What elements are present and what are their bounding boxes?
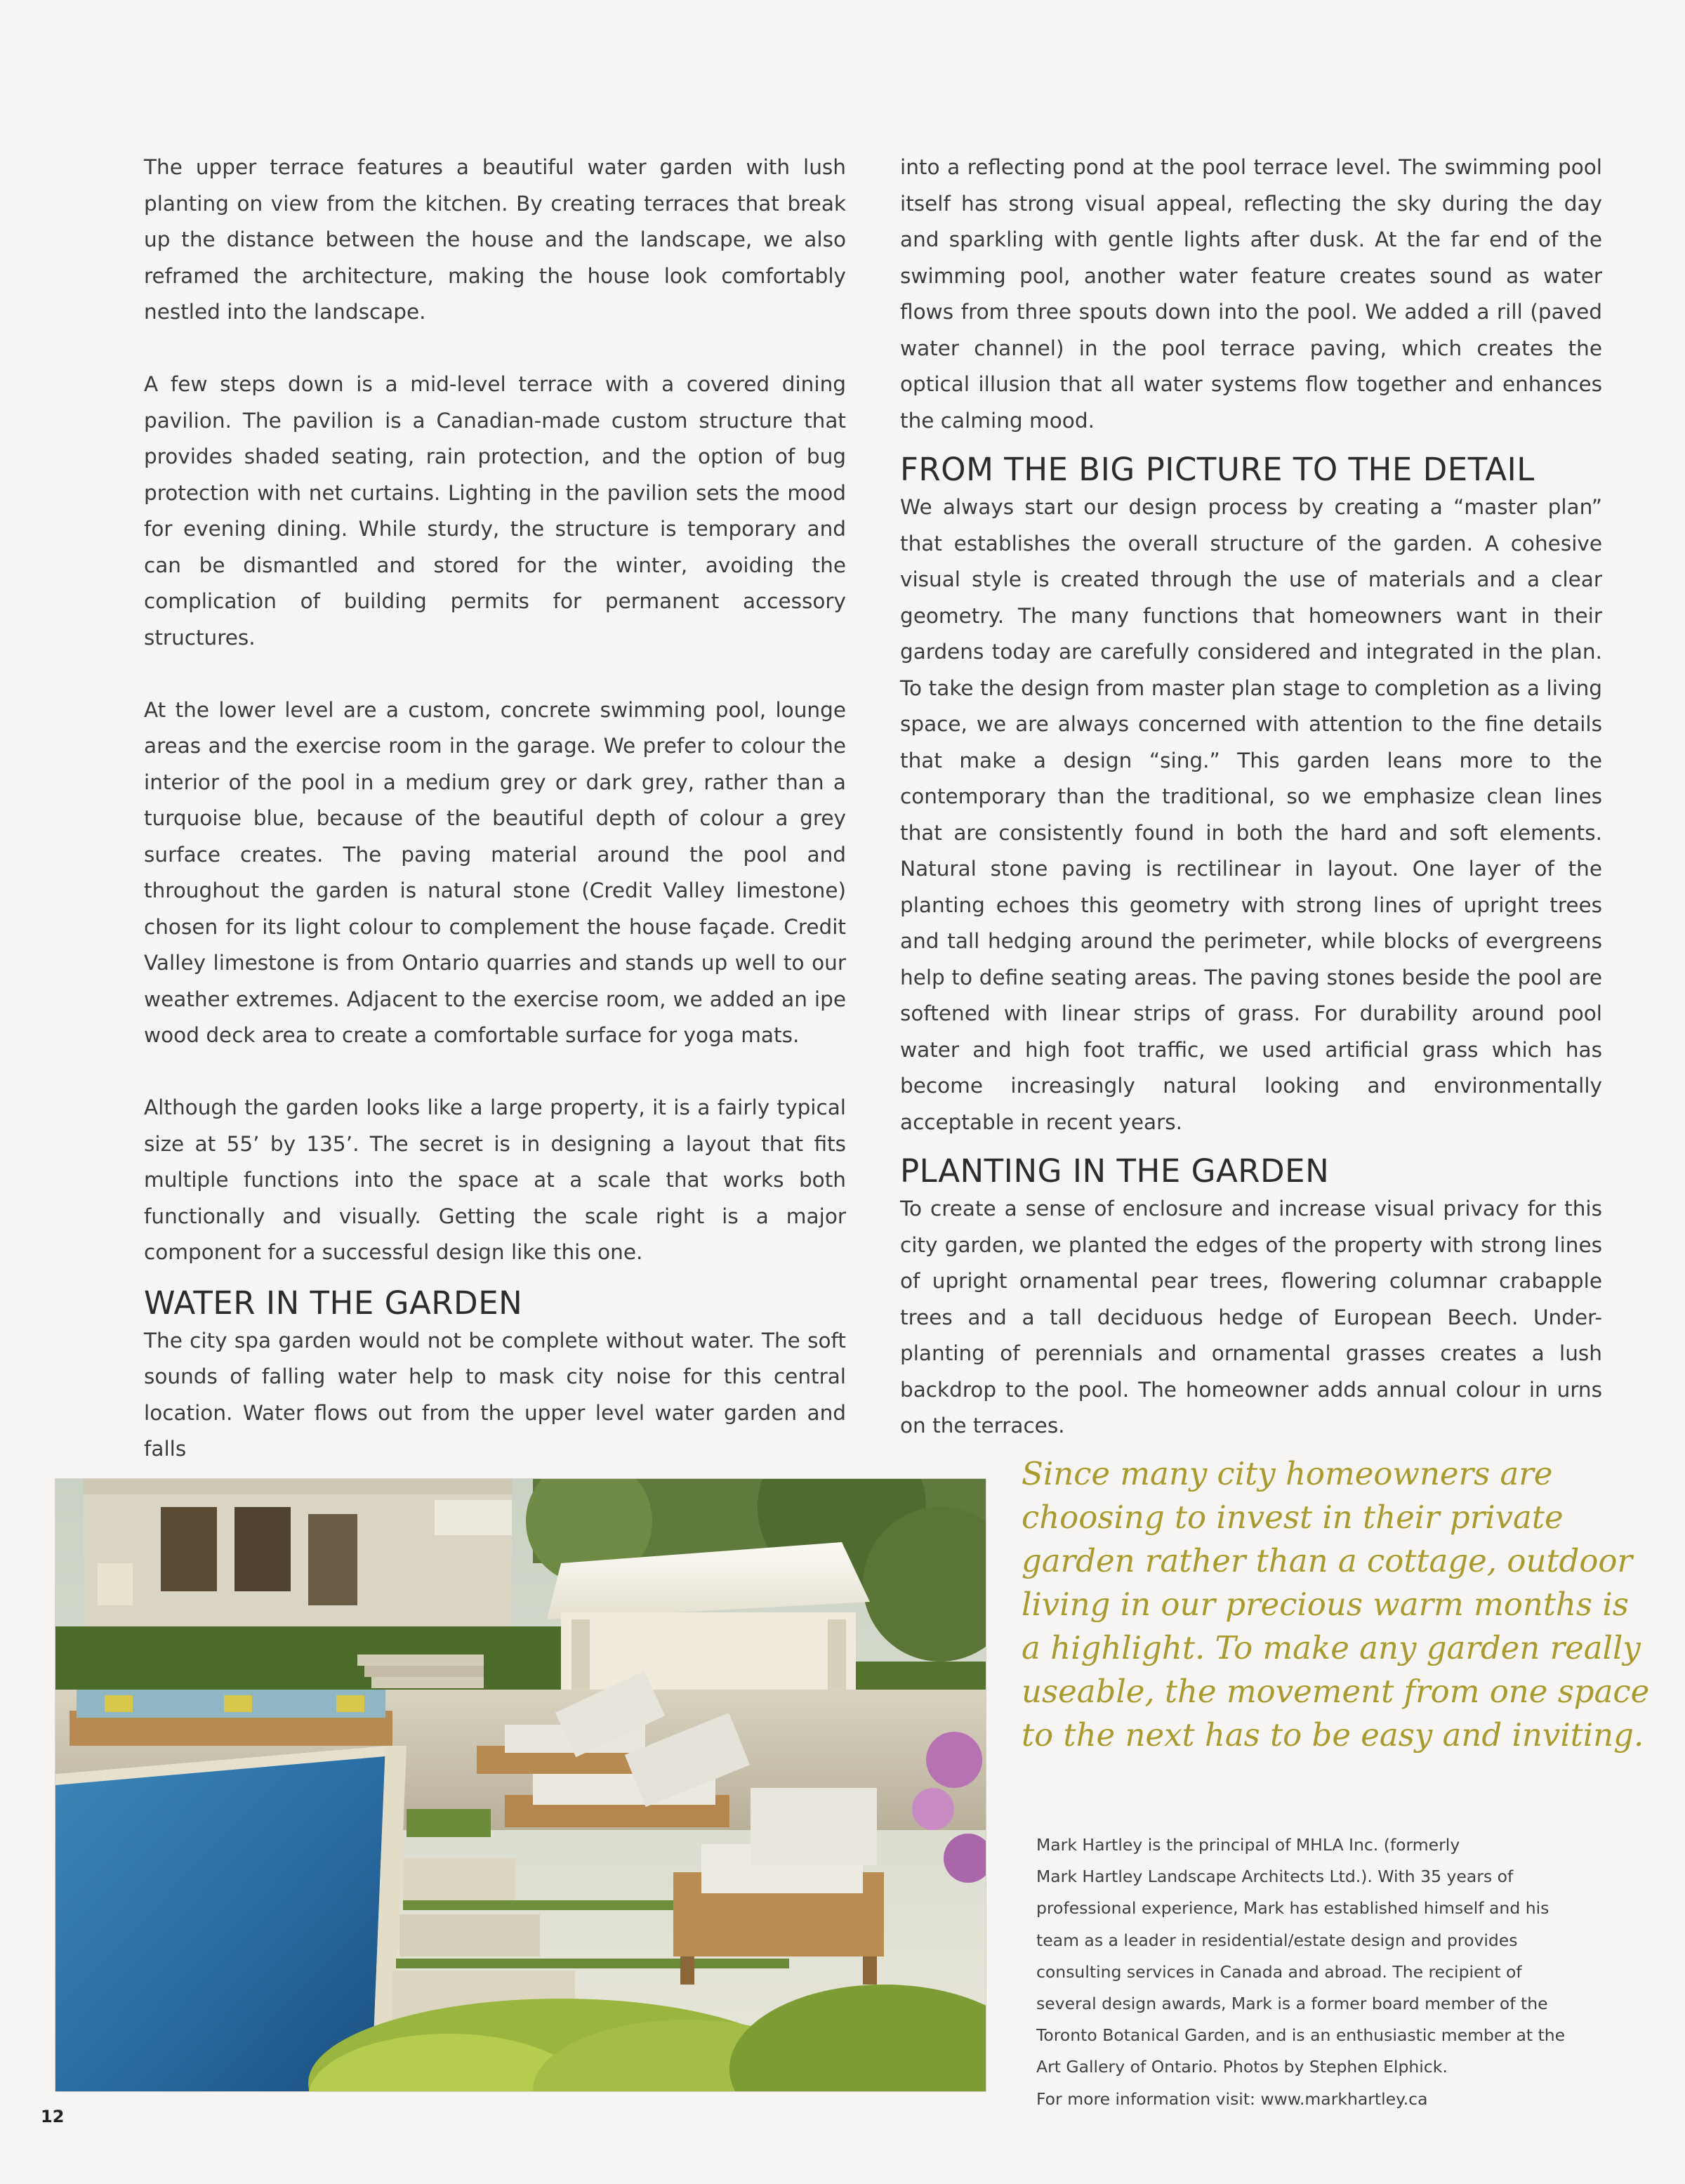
right-text-column	[900, 150, 1602, 1445]
bio-line: Toronto Botanical Garden, and is an enthusiastic member at the	[1036, 2025, 1566, 2046]
bio-line: Art Gallery of Ontario. Photos by Stephen Elphick.	[1036, 2057, 1448, 2077]
bio-line: team as a leader in residential/estate design and provides	[1036, 1930, 1518, 1950]
page-number: 12	[41, 2107, 65, 2126]
paragraph-big-picture: We always start our design process by creating a “master plan” that establishes the overall structure of the garden. A cohesive visual style is created through the use of materials and a clear geometry. The many functions that homeowners want in their gardens today are carefully considered and integrated in the plan. To take the design from master plan stage to completion as a living space, we are always concerned with attention to the fine details that make a design “sing.” This garden leans more to the contemporary than the traditional, so we emphasize clean lines that are consistently found in both the hard and soft elements. Natural stone paving is rectilinear in layout. One layer of the planting echoes this geometry with strong lines of upright trees and tall hedging around the perimeter, while blocks of evergreens help to define seating areas. The paving stones beside the pool are softened with linear strips of grass. For durability around pool water and high foot traffic, we used artificial grass which has become increasingly natural looking and environmentally acceptable in recent years.	[900, 495, 1602, 1134]
heading-planting-in-the-garden: PLANTING IN THE GARDEN	[900, 1152, 1330, 1190]
bio-line: consulting services in Canada and abroad. The recipient of	[1036, 1961, 1522, 1982]
paragraph-planting: To create a sense of enclosure and increase visual privacy for this city garden, we planted the edges of the property with strong lines of upright ornamental pear trees, flowering columnar crabapple trees and a tall deciduous hedge of European Beech. Under-planting of perennials and ornamental grasses creates a lush backdrop to the pool. The homeowner adds annual colour in urns on the terraces.	[900, 1197, 1602, 1438]
heading-water-in-the-garden: WATER IN THE GARDEN	[144, 1284, 523, 1322]
bio-line: several design awards, Mark is a former board member of the	[1036, 1994, 1548, 2014]
bio-website-line: For more information visit: www.markhartley.ca	[1036, 2088, 1428, 2109]
paragraph-mid-level-terrace: A few steps down is a mid-level terrace with a covered dining pavilion. The pavilion is a Canadian-made custom structure that provides shaded seating, rain protection, and the option of bug protection with net curtains. Lighting in the pavilion sets the mood for evening dining. While sturdy, the structure is temporary and can be dismantled and stored for the winter, avoiding the complication of building permits for permanent accessory structures.	[144, 372, 846, 650]
paragraph-lower-level: At the lower level are a custom, concrete swimming pool, lounge areas and the exercise room in the garage. We prefer to colour the interior of the pool in a medium grey or dark grey, rather than a turquoise blue, because of the beautiful depth of colour a grey surface creates. The paving material around the pool and throughout the garden is natural stone (Credit Valley limestone) chosen for its light colour to complement the house façade. Credit Valley limestone is from Ontario quarries and stands up well to our weather extremes. Adjacent to the exercise room, we added an ipe wood deck area to create a comfortable surface for yoga mats.	[144, 697, 846, 1047]
paragraph-water-continued: into a reflecting pond at the pool terrace level. The swimming pool itself has strong visual appeal, reflecting the sky during the day and sparkling with gentle lights after dusk. At the far end of the swimming pool, another water feature creates sound as water flows from three spouts down into the pool. We added a rill (paved water channel) in the pool terrace paving, which creates the optical illusion that all water systems flow together and enhances the calming mood.	[900, 155, 1602, 433]
bio-line: Mark Hartley Landscape Architects Ltd.). With 35 years of	[1036, 1867, 1514, 1887]
pull-quote: Since many city homeowners are choosing to invest in their private garden rather than a cottage, outdoor living in our precious warm months is a highlight. To make any garden really useable, the movement from one space to the next has to be easy and inviting.	[1022, 1455, 1650, 1754]
paragraph-property-size: Although the garden looks like a large property, it is a fairly typical size at 55’ by 135’. The secret is in designing a layout that fits multiple functions into the space at a scale that works both functionally and visually. Getting the scale right is a major component for a successful design like this one.	[144, 1096, 846, 1264]
author-bio	[1036, 1829, 1654, 2115]
bio-line: professional experience, Mark has established himself and his	[1036, 1898, 1549, 1919]
left-text-column	[144, 150, 846, 1468]
heading-big-picture-to-detail: FROM THE BIG PICTURE TO THE DETAIL	[900, 451, 1535, 488]
paragraph-upper-terrace: The upper terrace features a beautiful water garden with lush planting on view from the kitchen. By creating terraces that break up the distance between the house and the landscape, we also reframed the architecture, making the house look comfortably nestled into the landscape.	[144, 155, 846, 324]
garden-pool-photo	[55, 1478, 986, 2092]
bio-line: Mark Hartley is the principal of MHLA Inc. (formerly	[1036, 1835, 1460, 1855]
paragraph-water-intro: The city spa garden would not be complete without water. The soft sounds of falling water help to mask city noise for this central location. Water flows out from the upper level water garden and falls	[144, 1328, 846, 1461]
